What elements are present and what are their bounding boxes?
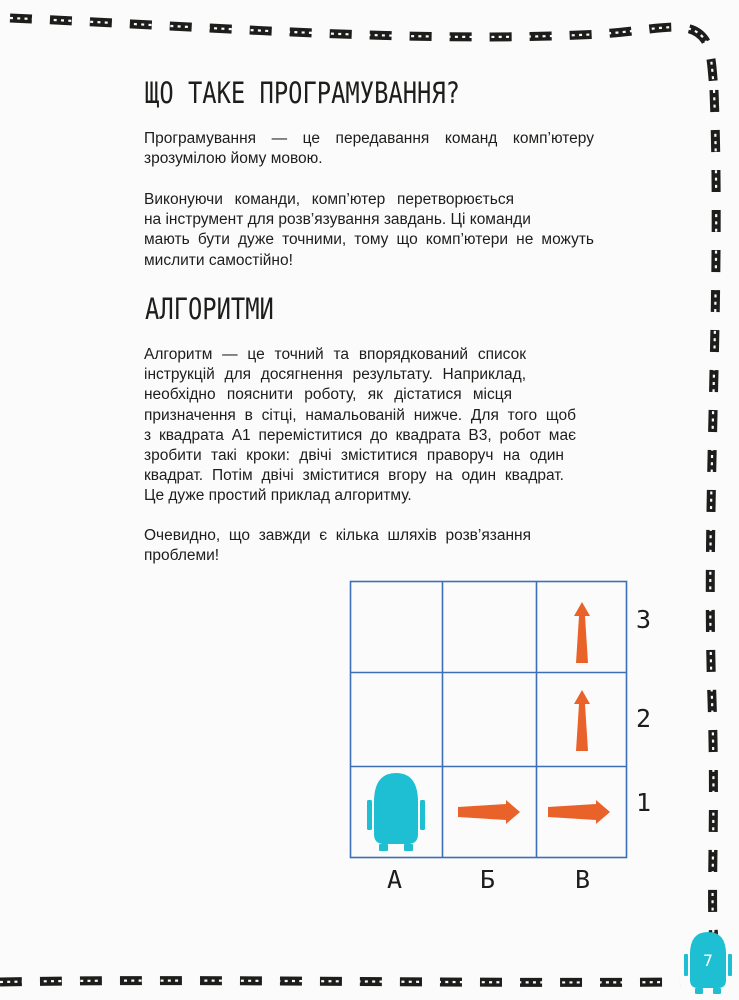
- paragraph-definition: [144, 129, 594, 169]
- text-line: мають бути дуже точними, тому що комп’ютери не можуть: [144, 231, 594, 249]
- text-line: Це дуже простий приклад алгоритму.: [144, 487, 412, 505]
- text-line: проблеми!: [144, 547, 220, 565]
- column-label-a: А: [387, 865, 403, 894]
- row-label-2: 2: [636, 704, 652, 733]
- text-line: Виконуючи команди, комп’ютер перетворюється: [144, 191, 514, 208]
- paragraph-commands: [144, 190, 594, 271]
- arrow-right-icon: [548, 800, 610, 824]
- text-line: квадрат. Потім двічі зміститися вгору на один квадрат.: [144, 467, 564, 485]
- column-label-b: Б: [480, 865, 496, 894]
- page-number: 7: [702, 951, 714, 970]
- text-line: призначення в сітці, намальованій нижче. Для того щоб: [144, 406, 576, 424]
- robot-icon: [367, 773, 425, 851]
- paragraph-solutions: [144, 526, 594, 566]
- text-line: Алгоритм — це точний та впорядкований список: [144, 346, 526, 363]
- row-label-3: 3: [636, 605, 652, 634]
- text-line: Очевидно, що завжди є кілька шляхів розв’язання: [144, 527, 531, 544]
- arrow-right-icon: [458, 800, 520, 824]
- arrow-up-icon: [574, 690, 590, 751]
- arrow-up-icon: [574, 602, 590, 663]
- text-line: необхідно пояснити роботу, як дістатися місця: [144, 386, 512, 404]
- section-title-algorithms: АЛГОРИТМИ: [145, 292, 274, 326]
- paragraph-algorithm: [144, 345, 594, 507]
- text-line: з квадрата А1 переміститися до квадрата В3, робот має: [144, 426, 576, 444]
- text-line: на інструмент для розв’язування завдань. Ці команди: [144, 211, 531, 229]
- text-line: інструкцій для досягнення результату. Наприклад,: [144, 366, 526, 384]
- section-title-programming: ЩО ТАКЕ ПРОГРАМУВАННЯ?: [145, 76, 460, 110]
- page-number-badge: [682, 930, 734, 996]
- text-line: мислити самостійно!: [144, 251, 293, 269]
- text-line: Програмування — це передавання команд комп’ютеру: [144, 130, 594, 147]
- row-label-1: 1: [636, 788, 652, 817]
- grid-diagram: [340, 576, 670, 896]
- column-label-v: В: [575, 865, 591, 894]
- text-line: зробити такі кроки: двічі зміститися праворуч на один: [144, 447, 564, 465]
- text-line: зрозумілою йому мовою.: [144, 150, 323, 168]
